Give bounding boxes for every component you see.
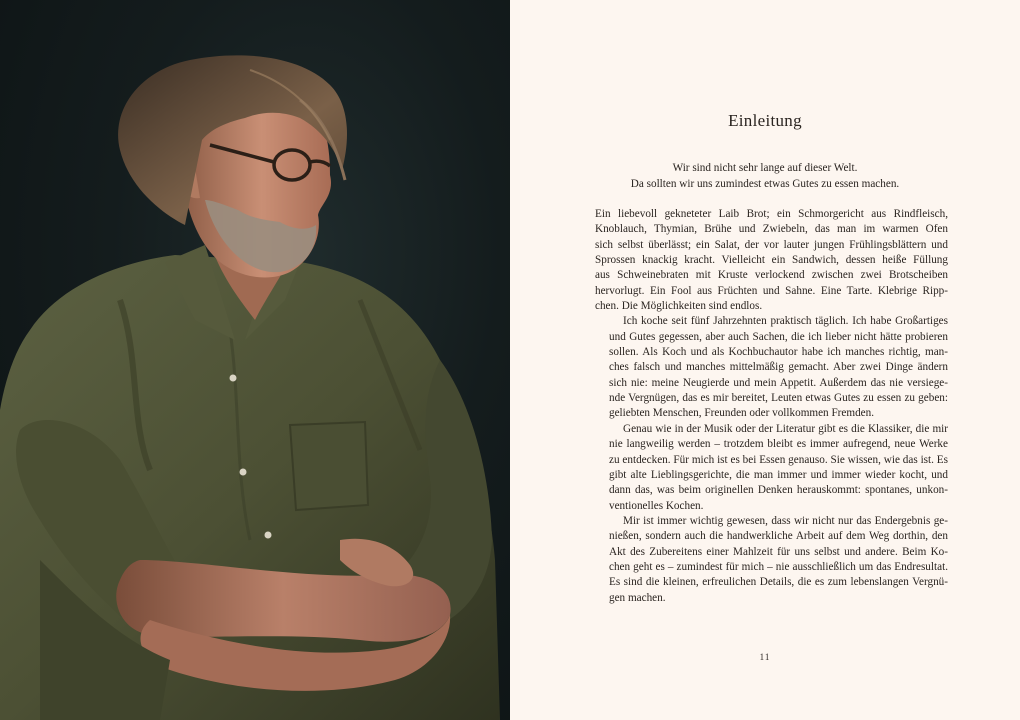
text-line: sich nie: meine Neugierde und mein Appetit. Außerdem das nie versiege- <box>609 376 948 389</box>
text-line: ches falsch und manches mittelmäßig gemacht. Aber zwei Dinge ändern <box>609 361 948 374</box>
text-line: gen machen. <box>609 591 666 604</box>
epigraph-line: Da sollten wir uns zumindest etwas Gutes zu essen machen. <box>630 177 900 190</box>
text-line: chen. Die Möglichkeiten sind endlos. <box>595 300 763 313</box>
page-number: 11 <box>759 652 771 662</box>
text-line: Sprossen knackig kracht. Vielleicht ein Sandwich, dessen heiße Füllung <box>595 254 948 267</box>
text-line: Genau wie in der Musik oder der Literatur gibt es die Klassiker, die mir <box>623 422 948 435</box>
text-line: nie langweilig werden – trotzdem bleibt es immer aufregend, neue Werke <box>609 438 948 451</box>
shirt-pocket <box>290 422 368 510</box>
text-line: gibt alte Lieblingsgerichte, die man immer und immer wieder kocht, und <box>609 468 948 481</box>
text-line: ventionelles Kochen. <box>609 499 704 512</box>
shirt-button <box>240 469 247 476</box>
paragraph <box>595 314 948 421</box>
text-line: geliebten Menschen, Freunden oder vollkommen Fremden. <box>609 407 875 420</box>
text-line: Akt des Zubereitens einer Mahlzeit für uns selbst und andere. Beim Ko- <box>609 545 948 558</box>
paragraph <box>595 514 948 606</box>
text-line: dann das, was beim originellen Denken herauskommt: spontanes, unkon- <box>609 484 948 497</box>
text-line: Ein liebevoll gekneteter Laib Brot; ein Schmorgericht aus Rindfleisch, <box>595 208 948 220</box>
text-line: nießen, sondern auch die handwerkliche Arbeit auf dem Weg dorthin, den <box>609 530 948 543</box>
text-line: Mir ist immer wichtig gewesen, dass wir nicht nur das Endergebnis ge- <box>623 514 948 527</box>
text-line: zu entdecken. Für mich ist es bei Essen genauso. Sie wissen, wie das ist. Es <box>609 453 948 466</box>
paragraph <box>595 207 948 314</box>
text-line: hervorlugt. Ein Fool aus Früchten und Sahne. Eine Tarte. Klebrige Ripp- <box>595 284 948 297</box>
text-line: sich selbst überlässt; ein Salat, der vor lauter jungen Frühlingsblättern und <box>595 238 948 251</box>
shirt-button <box>265 532 272 539</box>
chapter-title: Einleitung <box>728 111 802 130</box>
text-line: nde Vergnügen, das es mir bereitet, Leuten etwas Gutes zu essen zu geben: <box>609 392 948 405</box>
shirt-button <box>230 375 237 382</box>
text-line: Es sind die kleinen, erfreulichen Details, die es zum lebenslangen Vergnü- <box>609 576 948 589</box>
text-line: Ich koche seit fünf Jahrzehnten praktisch täglich. Ich habe Großartiges <box>623 315 948 328</box>
text-line: chen geht es – zumindest für mich – nie ausschließlich um das Endresultat. <box>609 560 948 573</box>
text-line: aus Schweinebraten mit Kruste verlockend zwischen zwei Brotscheiben <box>595 269 948 282</box>
epigraph-line: Wir sind nicht sehr lange auf dieser Welt. <box>672 162 858 174</box>
text-page <box>510 0 1020 720</box>
epigraph <box>510 161 1020 192</box>
text-line: Knoblauch, Thymian, Brühe und Zwiebeln, das man im warmen Ofen <box>595 223 948 236</box>
text-line: sollen. Als Koch und als Kochbuchautor habe ich manches richtig, man- <box>609 346 948 359</box>
paragraph <box>595 422 948 514</box>
text-line: und Gutes gegessen, aber auch Sachen, die ich lieber nicht hätte probieren <box>609 330 948 343</box>
body-text <box>595 207 948 606</box>
